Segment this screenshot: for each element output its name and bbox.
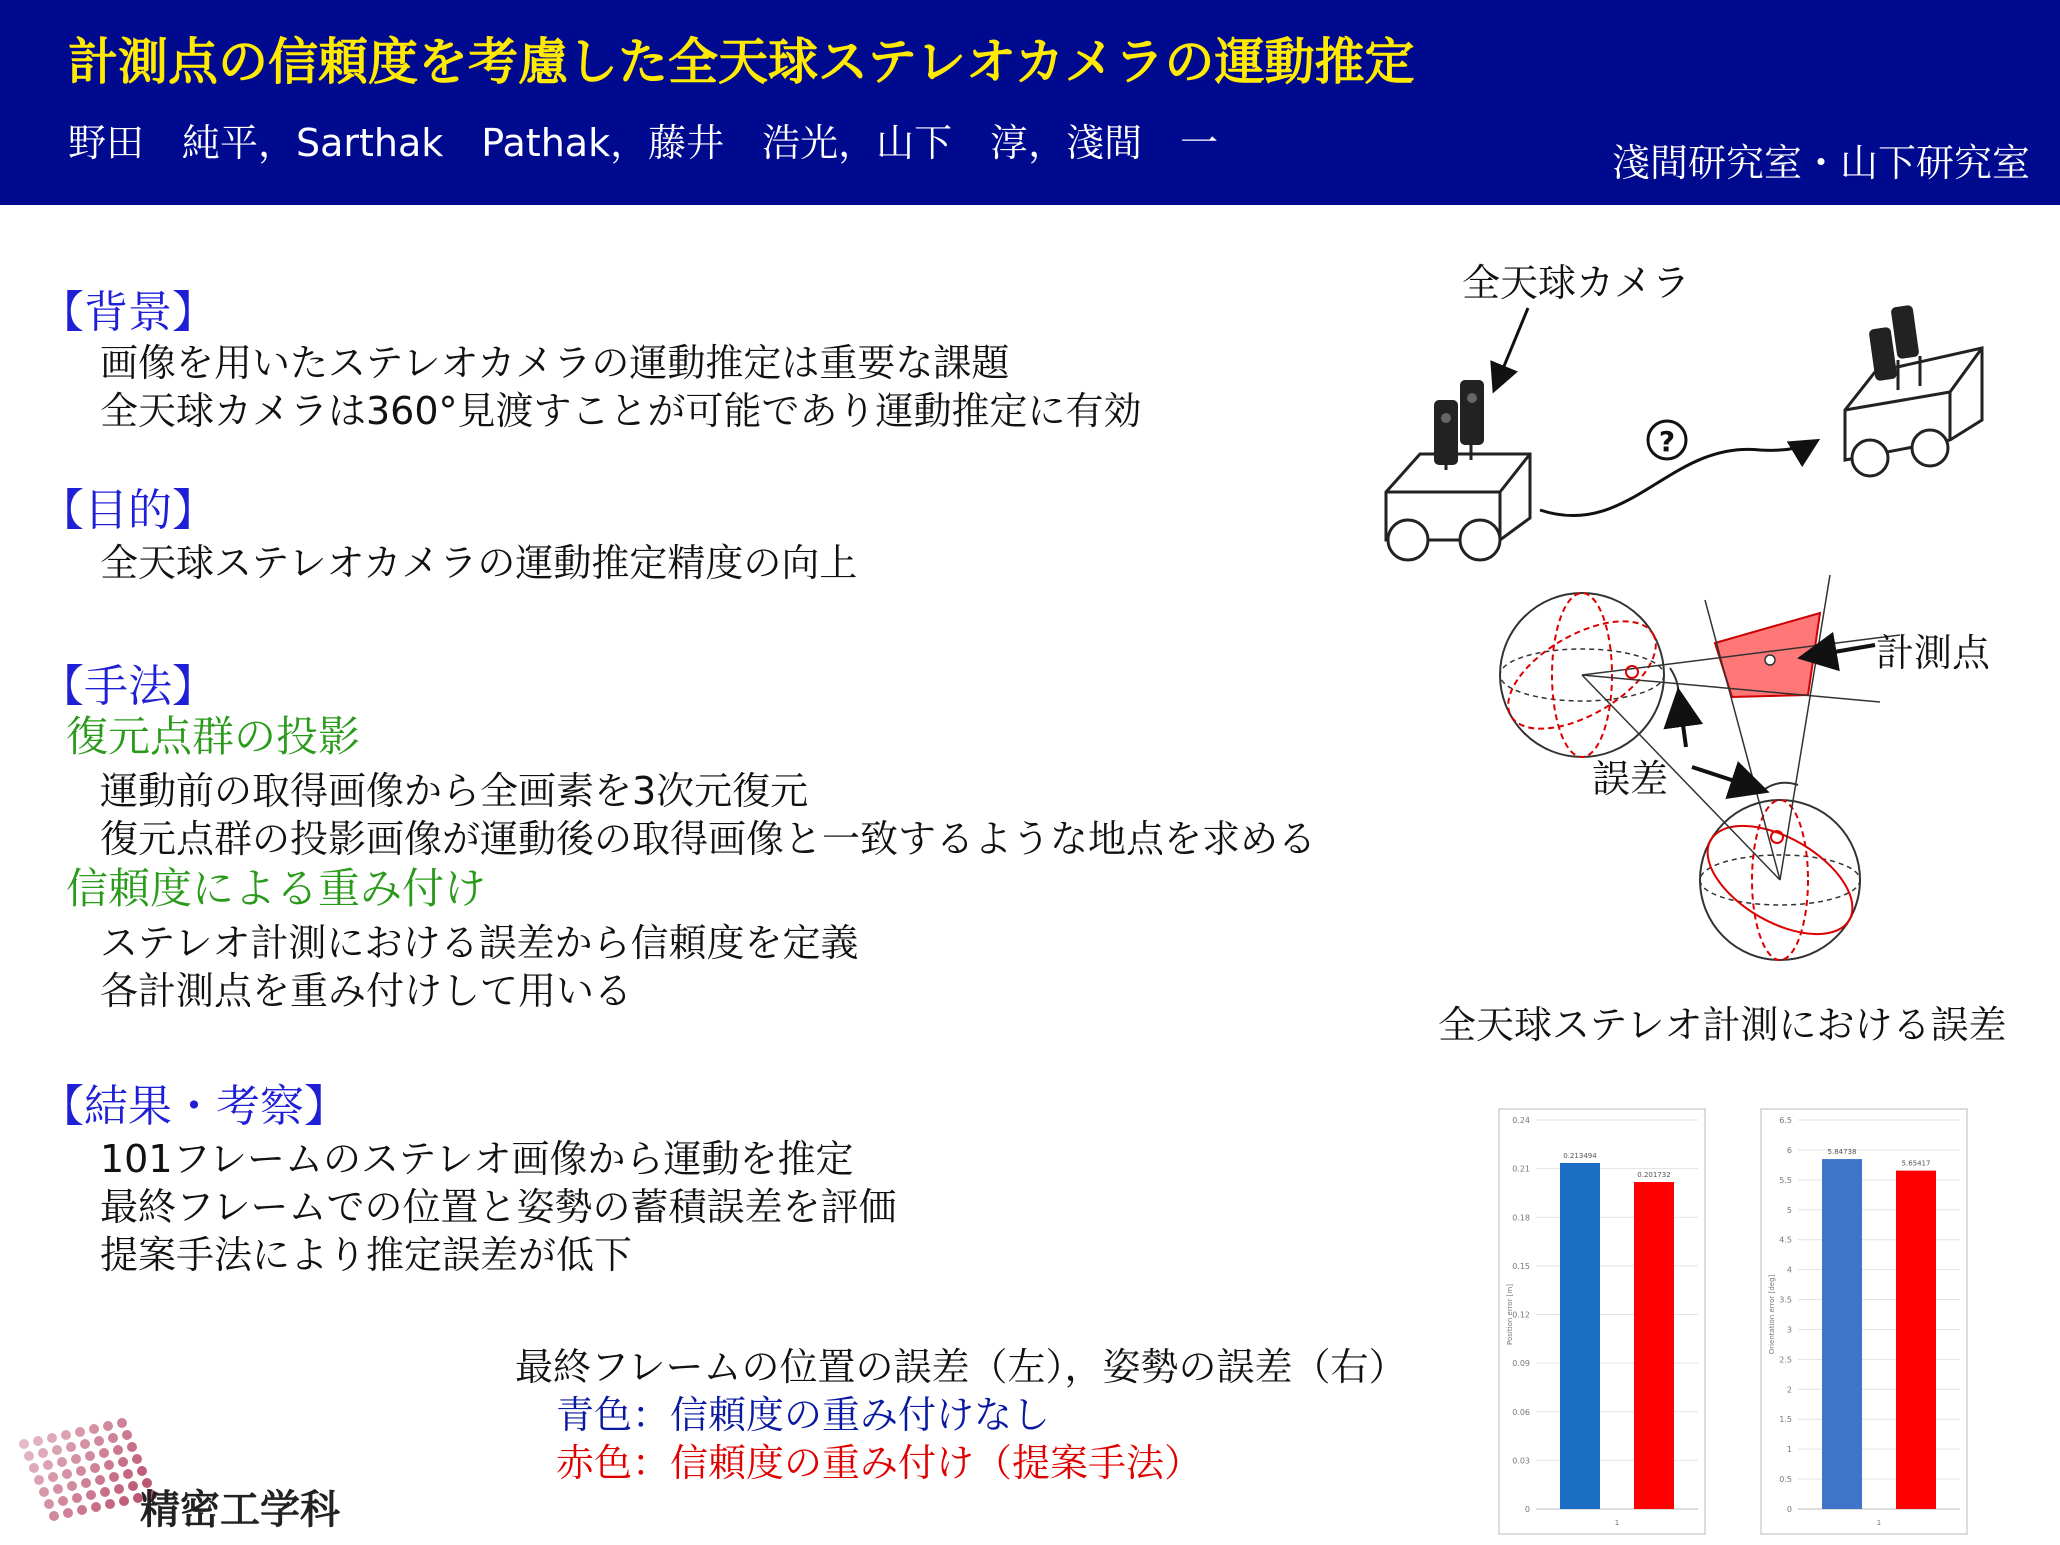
logo-dot	[114, 1484, 124, 1494]
orientation-chart-tick-label: 2	[1786, 1385, 1792, 1395]
camera-pointer-arrow	[1495, 308, 1528, 388]
position-chart-tick-label: 0.12	[1512, 1310, 1530, 1320]
purpose-line-1: 全天球ステレオカメラの運動推定精度の向上	[100, 541, 858, 585]
logo-dot	[24, 1451, 34, 1461]
robot-motion-figure	[1370, 300, 2010, 570]
orientation-chart-tick-label: 6.5	[1779, 1116, 1792, 1125]
error-arrow-2	[1692, 767, 1762, 790]
orientation-chart-tick-label: 5.5	[1779, 1175, 1792, 1185]
purpose-heading: 【目的】	[40, 485, 216, 536]
results-line-3: 提案手法により推定誤差が低下	[100, 1233, 633, 1277]
logo-dot	[66, 1442, 76, 1452]
orientation-chart-tick-label: 0	[1786, 1505, 1792, 1514]
position-error-chart	[1498, 1108, 1706, 1535]
logo-dot	[61, 1430, 71, 1440]
sphere-caption: 全天球ステレオ計測における誤差	[1438, 1003, 2007, 1047]
logo-dot	[52, 1445, 62, 1455]
orientation-chart-tick-label: 1	[1786, 1445, 1792, 1455]
orientation-chart-category-label: 1	[1876, 1519, 1882, 1527]
authors: 野田 純平，Sarthak Pathak，藤井 浩光，山下 淳，淺間 一	[68, 121, 1219, 165]
logo-dot	[113, 1445, 123, 1455]
results-heading: 【結果・考察】	[40, 1081, 348, 1132]
results-line-1: 101フレームのステレオ画像から運動を推定	[100, 1137, 854, 1181]
orientation-chart-tick-label: 3	[1786, 1325, 1792, 1335]
camera-label: 全天球カメラ	[1462, 261, 1691, 305]
error-label: 誤差	[1592, 757, 1669, 801]
blue-legend-text: 青色：信頼度の重み付けなし	[556, 1393, 1051, 1437]
logo-dot	[38, 1448, 48, 1458]
logo-dot	[123, 1469, 133, 1479]
logo-dot	[62, 1469, 72, 1479]
method-line-4: 各計測点を重み付けして用いる	[100, 969, 633, 1013]
logo-dot	[57, 1457, 67, 1467]
method-subheading-projection: 復元点群の投影	[66, 712, 361, 761]
logo-dot	[132, 1454, 142, 1464]
logo-dot	[118, 1457, 128, 1467]
logo-dot	[105, 1499, 115, 1509]
position-chart-bar-2	[1634, 1182, 1674, 1509]
logo-dot	[33, 1436, 43, 1446]
chart-caption: 最終フレームの位置の誤差（左），姿勢の誤差（右）	[515, 1345, 1407, 1389]
orientation-chart-tick-label: 2.5	[1779, 1355, 1792, 1365]
logo-text: 精密工学科	[140, 1487, 340, 1533]
logo-dot	[76, 1466, 86, 1476]
logo-dot	[119, 1496, 129, 1506]
omni-camera-icon	[1434, 400, 1458, 465]
position-chart-tick-label: 0.06	[1512, 1407, 1530, 1417]
background-line-1: 画像を用いたステレオカメラの運動推定は重要な課題	[100, 341, 1010, 385]
orientation-chart-tick-label: 5	[1786, 1205, 1792, 1215]
robot-before	[1386, 380, 1530, 560]
orientation-chart-bar-2	[1896, 1171, 1936, 1509]
position-chart-bar-1	[1560, 1163, 1600, 1509]
logo-dot	[137, 1466, 147, 1476]
background-line-2: 全天球カメラは360°見渡すことが可能であり運動推定に有効	[100, 389, 1142, 433]
position-chart-data-label-2: 0.201732	[1637, 1171, 1671, 1180]
position-chart-tick-label: 0.21	[1512, 1164, 1530, 1174]
position-chart-tick-label: 0	[1524, 1505, 1530, 1514]
method-line-3: ステレオ計測における誤差から信頼度を定義	[100, 921, 859, 965]
logo-dot	[29, 1463, 39, 1473]
logo-dot	[77, 1505, 87, 1515]
logo-dot	[89, 1424, 99, 1434]
method-subheading-weighting: 信頼度による重み付け	[66, 864, 487, 913]
orientation-chart-tick-label: 0.5	[1779, 1475, 1792, 1485]
orientation-chart-y-axis-label: Orientation error [deg]	[1768, 1274, 1776, 1355]
logo-dot	[71, 1454, 81, 1464]
logo-dot	[80, 1439, 90, 1449]
lab-name: 淺間研究室・山下研究室	[1611, 141, 2030, 185]
logo-dot	[90, 1463, 100, 1473]
page-title: 計測点の信頼度を考慮した全天球ステレオカメラの運動推定	[68, 33, 1415, 91]
position-chart-category-label: 1	[1614, 1519, 1620, 1527]
logo-dot	[47, 1433, 57, 1443]
logo-dot	[99, 1448, 109, 1458]
logo-dot	[43, 1460, 53, 1470]
orientation-chart-tick-label: 6	[1786, 1145, 1792, 1155]
results-line-2: 最終フレームでの位置と姿勢の蓄積誤差を評価	[100, 1185, 897, 1229]
orientation-chart-tick-label: 4.5	[1779, 1235, 1792, 1245]
logo-dot	[109, 1472, 119, 1482]
stereo-error-figure	[1480, 575, 1900, 975]
logo-dot	[72, 1493, 82, 1503]
omni-camera-icon	[1460, 380, 1484, 445]
logo-dot	[34, 1475, 44, 1485]
logo-dot	[100, 1487, 110, 1497]
orientation-chart-data-label-1: 5.84738	[1827, 1148, 1857, 1157]
method-line-2: 復元点群の投影画像が運動後の取得画像と一致するような地点を求める	[100, 817, 1317, 861]
robot-after	[1845, 305, 1982, 476]
method-line-1: 運動前の取得画像から全画素を3次元復元	[100, 769, 809, 813]
logo-dot	[104, 1460, 114, 1470]
logo-dot	[128, 1481, 138, 1491]
position-chart-tick-label: 0.18	[1512, 1213, 1530, 1223]
orientation-chart-tick-label: 3.5	[1779, 1295, 1792, 1305]
error-arrow-1	[1679, 695, 1686, 747]
logo-dot	[19, 1439, 29, 1449]
background-heading: 【背景】	[40, 287, 216, 338]
orientation-chart-frame	[1761, 1109, 1967, 1534]
orientation-error-chart	[1760, 1108, 1968, 1535]
logo-dot	[58, 1496, 68, 1506]
logo-dot	[44, 1499, 54, 1509]
header-banner	[0, 0, 2060, 205]
logo-dot	[85, 1451, 95, 1461]
logo-dot	[75, 1427, 85, 1437]
logo-dot	[95, 1475, 105, 1485]
logo-dot	[91, 1502, 101, 1512]
position-chart-tick-label: 0.24	[1512, 1116, 1530, 1125]
position-chart-data-label-1: 0.213494	[1563, 1151, 1597, 1160]
logo-dot	[63, 1508, 73, 1518]
logo-dot	[67, 1481, 77, 1491]
omni-camera-icon	[1890, 305, 1919, 360]
logo-dot	[108, 1433, 118, 1443]
logo-dot	[81, 1478, 91, 1488]
logo-dot	[48, 1472, 58, 1482]
logo-dot	[53, 1484, 63, 1494]
orientation-chart-data-label-2: 5.65417	[1901, 1159, 1931, 1168]
logo-dot	[86, 1490, 96, 1500]
orientation-chart-tick-label: 1.5	[1779, 1415, 1792, 1425]
point-label: 計測点	[1876, 631, 1991, 675]
method-heading: 【手法】	[40, 661, 216, 712]
red-legend-text: 赤色：信頼度の重み付け（提案手法）	[556, 1441, 1203, 1485]
logo-dot	[49, 1511, 59, 1521]
position-chart-tick-label: 0.15	[1512, 1261, 1530, 1271]
logo-dot	[127, 1442, 137, 1452]
question-mark: ?	[1658, 425, 1676, 458]
position-chart-tick-label: 0.09	[1512, 1359, 1530, 1369]
logo-dot	[122, 1430, 132, 1440]
orientation-chart-tick-label: 4	[1786, 1265, 1792, 1275]
position-chart-tick-label: 0.03	[1512, 1456, 1530, 1466]
measurement-point	[1765, 655, 1775, 665]
logo-dot	[94, 1436, 104, 1446]
position-chart-y-axis-label: Position error [m]	[1506, 1284, 1514, 1345]
logo-dot	[117, 1418, 127, 1428]
orientation-chart-bar-1	[1822, 1159, 1862, 1509]
logo-dot	[103, 1421, 113, 1431]
logo-dot	[39, 1487, 49, 1497]
